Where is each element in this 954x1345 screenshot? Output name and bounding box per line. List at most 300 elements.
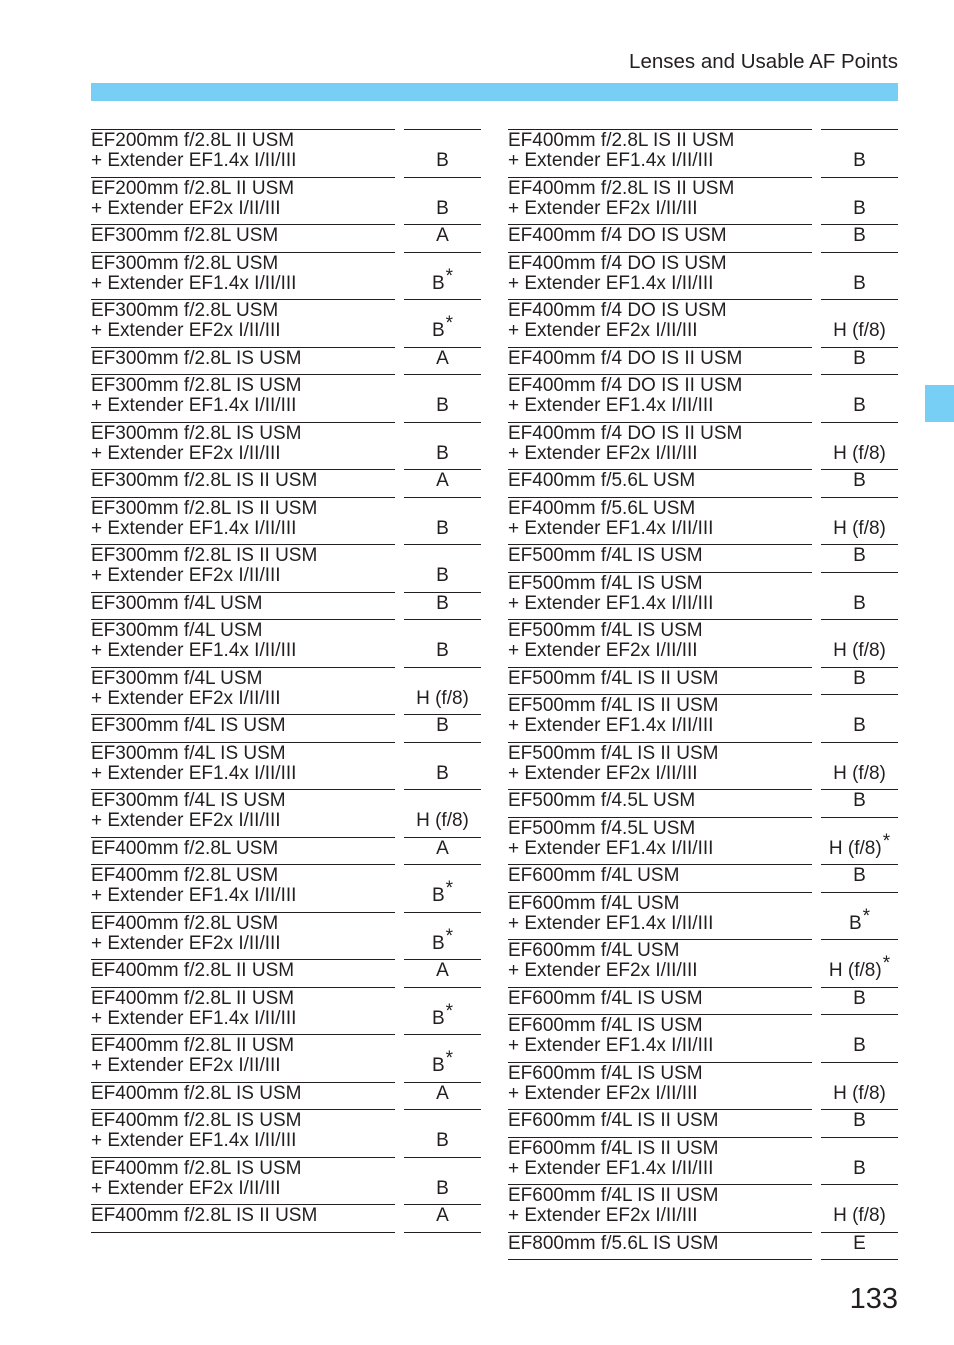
lens-cell — [91, 1205, 395, 1233]
af-point-value: B — [853, 545, 866, 566]
lens-cell — [91, 620, 395, 668]
lens-cell — [508, 573, 812, 621]
lens-cell — [508, 893, 812, 941]
af-point-value: B — [853, 865, 866, 886]
af-point-cell — [404, 960, 481, 988]
af-point-value: H (f/8) — [833, 517, 886, 539]
lens-cell — [91, 715, 395, 743]
table-row — [91, 348, 481, 376]
af-point-value: B — [853, 1157, 866, 1179]
table-row — [508, 940, 898, 988]
af-point-value: A — [436, 960, 449, 981]
lens-name: EF300mm f/2.8L IS II USM — [91, 545, 318, 566]
extender-name: + Extender EF2x I/II/III — [91, 810, 281, 831]
table-row — [508, 1063, 898, 1111]
lens-name: EF300mm f/2.8L USM — [91, 300, 279, 321]
af-point-value: H (f/8) — [833, 1082, 886, 1104]
af-point-value: A — [436, 470, 449, 491]
table-row — [508, 470, 898, 498]
footnote-asterisk: * — [882, 953, 891, 974]
af-point-cell — [821, 1233, 898, 1261]
lens-name: EF500mm f/4L IS USM — [508, 545, 703, 566]
table-row — [508, 1138, 898, 1186]
lens-name: EF600mm f/4L USM — [508, 940, 680, 961]
lens-cell — [91, 129, 395, 178]
af-point-cell — [404, 988, 481, 1036]
af-point-group — [833, 519, 886, 539]
lens-name: EF600mm f/4L IS II USM — [508, 1110, 719, 1131]
extender-name: + Extender EF2x I/II/III — [508, 1082, 698, 1104]
af-point-group — [431, 313, 454, 341]
af-point-value: B — [853, 395, 866, 416]
extender-name: + Extender EF2x I/II/III — [91, 442, 281, 464]
lens-cell — [508, 818, 812, 866]
af-point-group — [436, 566, 449, 586]
lens-name: EF500mm f/4L IS II USM — [508, 667, 719, 689]
extender-name: + Extender EF1.4x I/II/III — [508, 517, 714, 539]
table-row — [91, 470, 481, 498]
lens-name: EF400mm f/2.8L IS II USM — [91, 1205, 318, 1226]
af-point-cell — [821, 743, 898, 791]
table-row — [91, 1205, 481, 1233]
lens-cell — [508, 470, 812, 498]
af-point-group — [853, 594, 866, 614]
lens-name: EF400mm f/4 DO IS II USM — [508, 375, 743, 396]
lens-name: EF600mm f/4L IS II USM — [508, 1137, 719, 1159]
table-row — [508, 620, 898, 668]
af-point-group — [848, 905, 871, 934]
table-row — [91, 1110, 481, 1158]
af-point-value: H (f/8) — [416, 687, 469, 709]
lens-name: EF300mm f/4L IS USM — [91, 790, 286, 811]
lens-cell — [91, 1035, 395, 1083]
table-row — [508, 423, 898, 471]
af-point-group — [833, 444, 886, 464]
af-point-group — [853, 199, 866, 219]
af-point-group — [436, 199, 449, 219]
af-point-cell — [404, 498, 481, 546]
af-point-group — [436, 396, 449, 416]
extender-name: + Extender EF1.4x I/II/III — [91, 517, 297, 539]
af-point-group — [853, 791, 866, 811]
af-point-group — [828, 953, 891, 981]
lens-name: EF400mm f/4 DO IS II USM — [508, 422, 743, 444]
lens-name: EF300mm f/2.8L USM — [91, 252, 279, 274]
table-row — [91, 593, 481, 621]
lens-cell — [508, 545, 812, 573]
footnote-asterisk: * — [445, 878, 454, 899]
af-point-cell — [404, 1083, 481, 1111]
lens-name: EF400mm f/2.8L II USM — [91, 987, 295, 1009]
lens-name: EF300mm f/4L USM — [91, 620, 263, 641]
table-row — [508, 178, 898, 226]
lens-cell — [508, 790, 812, 818]
af-point-group — [853, 396, 866, 416]
lens-name: EF600mm f/4L USM — [508, 892, 680, 914]
extender-name: + Extender EF2x I/II/III — [508, 320, 698, 341]
af-point-value: B — [436, 762, 449, 784]
af-point-cell — [404, 668, 481, 716]
extender-name: + Extender EF1.4x I/II/III — [91, 1007, 297, 1029]
af-point-cell — [404, 1110, 481, 1158]
af-point-group — [431, 925, 454, 954]
table-row — [91, 225, 481, 253]
lens-cell — [91, 743, 395, 791]
af-point-value: A — [436, 1205, 449, 1226]
af-point-value: B — [853, 1110, 866, 1131]
af-point-group — [853, 226, 866, 246]
af-point-value: H (f/8) — [416, 810, 469, 831]
af-point-cell — [404, 253, 481, 301]
footnote-asterisk: * — [445, 265, 454, 287]
af-point-group — [416, 811, 469, 831]
af-point-cell — [404, 913, 481, 961]
lens-cell — [91, 253, 395, 301]
af-point-cell — [821, 423, 898, 471]
table-row — [508, 573, 898, 621]
table-row — [91, 913, 481, 961]
extender-name: + Extender EF1.4x I/II/III — [508, 592, 714, 614]
lens-name: EF500mm f/4.5L USM — [508, 817, 696, 839]
extender-name: + Extender EF2x I/II/III — [91, 197, 281, 219]
lens-cell — [508, 940, 812, 988]
lens-name: EF300mm f/2.8L IS USM — [91, 375, 302, 396]
lens-cell — [91, 498, 395, 546]
lens-cell — [91, 1110, 395, 1158]
table-row — [508, 253, 898, 301]
table-row — [91, 1035, 481, 1083]
af-point-value: H (f/8) — [833, 320, 886, 341]
af-point-value: B — [431, 1055, 445, 1076]
af-point-value: H (f/8) — [828, 837, 882, 859]
af-point-group — [416, 689, 469, 709]
table-row — [91, 960, 481, 988]
table-row — [508, 1185, 898, 1233]
lens-name: EF300mm f/4L USM — [91, 667, 263, 689]
extender-name: + Extender EF1.4x I/II/III — [91, 395, 297, 416]
lens-name: EF600mm f/4L IS II USM — [508, 1185, 719, 1206]
af-point-value: E — [853, 1232, 866, 1254]
af-point-cell — [404, 790, 481, 838]
lens-name: EF300mm f/4L IS USM — [91, 742, 286, 764]
table-row — [91, 1158, 481, 1206]
af-point-cell — [404, 129, 481, 178]
af-point-value: B — [853, 790, 866, 811]
lens-cell — [91, 1083, 395, 1111]
extender-name: + Extender EF1.4x I/II/III — [508, 1157, 714, 1179]
af-point-group — [853, 349, 866, 369]
lens-cell — [91, 375, 395, 423]
af-point-group — [431, 1000, 454, 1029]
af-point-cell — [404, 865, 481, 913]
lens-cell — [91, 838, 395, 866]
lens-cell — [508, 1015, 812, 1063]
af-point-value: A — [436, 1082, 449, 1104]
lens-name: EF500mm f/4L IS USM — [508, 620, 703, 641]
af-point-value: B — [431, 885, 445, 906]
lens-name: EF400mm f/5.6L USM — [508, 470, 696, 491]
af-point-cell — [821, 818, 898, 866]
af-point-value: B — [436, 640, 449, 661]
lens-af-table-left — [91, 129, 481, 1233]
table-row — [91, 743, 481, 791]
lens-cell — [91, 865, 395, 913]
af-point-group — [431, 878, 454, 906]
lens-cell — [508, 865, 812, 893]
lens-cell — [91, 593, 395, 621]
table-row — [508, 545, 898, 573]
lens-cell — [508, 300, 812, 348]
extender-name: + Extender EF1.4x I/II/III — [508, 150, 714, 171]
af-point-value: B — [431, 320, 445, 341]
table-row — [91, 668, 481, 716]
table-row — [91, 129, 481, 178]
lens-name: EF400mm f/2.8L USM — [91, 865, 279, 886]
lens-cell — [508, 178, 812, 226]
af-point-value: A — [436, 347, 449, 369]
af-point-value: B — [853, 272, 866, 294]
af-point-group — [436, 839, 449, 859]
table-row — [508, 668, 898, 696]
lens-cell — [508, 498, 812, 546]
af-point-value: A — [436, 225, 449, 246]
lens-name: EF400mm f/2.8L II USM — [91, 1035, 295, 1056]
af-point-cell — [404, 715, 481, 743]
extender-name: + Extender EF1.4x I/II/III — [91, 272, 297, 294]
af-point-value: B — [853, 347, 866, 369]
lens-cell — [91, 790, 395, 838]
af-point-group — [833, 321, 886, 341]
table-row — [91, 620, 481, 668]
af-point-value: B — [853, 667, 866, 689]
af-point-value: B — [436, 1177, 449, 1199]
lens-cell — [91, 225, 395, 253]
lens-name: EF400mm f/2.8L II USM — [91, 960, 295, 981]
extender-name: + Extender EF2x I/II/III — [508, 640, 698, 661]
lens-name: EF400mm f/4 DO IS USM — [508, 252, 727, 274]
footnote-asterisk: * — [445, 925, 454, 947]
af-point-cell — [821, 988, 898, 1016]
lens-cell — [91, 1158, 395, 1206]
lens-name: EF200mm f/2.8L II USM — [91, 177, 295, 199]
extender-name: + Extender EF1.4x I/II/III — [91, 1130, 297, 1151]
extender-name: + Extender EF1.4x I/II/III — [508, 837, 714, 859]
af-point-value: B — [436, 715, 449, 736]
af-point-value: H (f/8) — [833, 442, 886, 464]
lens-name: EF300mm f/2.8L IS II USM — [91, 470, 318, 491]
extender-name: + Extender EF2x I/II/III — [91, 687, 281, 709]
af-point-value: B — [848, 912, 862, 934]
lens-name: EF400mm f/5.6L USM — [508, 497, 696, 519]
table-row — [91, 545, 481, 593]
lens-name: EF200mm f/2.8L II USM — [91, 130, 295, 151]
af-point-value: B — [431, 932, 445, 954]
table-row — [508, 375, 898, 423]
af-point-cell — [404, 593, 481, 621]
extender-name: + Extender EF1.4x I/II/III — [91, 640, 297, 661]
af-point-cell — [821, 790, 898, 818]
footnote-asterisk: * — [882, 830, 891, 852]
af-point-group — [436, 594, 449, 614]
af-point-cell — [821, 1110, 898, 1138]
page-number: 133 — [849, 1283, 898, 1315]
af-point-value: B — [853, 197, 866, 219]
af-point-group — [833, 1206, 886, 1226]
extender-name: + Extender EF1.4x I/II/III — [508, 272, 714, 294]
lens-name: EF300mm f/2.8L IS USM — [91, 347, 302, 369]
lens-cell — [91, 668, 395, 716]
lens-name: EF400mm f/4 DO IS II USM — [508, 347, 743, 369]
table-row — [91, 178, 481, 226]
af-point-cell — [821, 668, 898, 696]
lens-name: EF400mm f/2.8L IS II USM — [508, 177, 735, 199]
af-point-cell — [821, 695, 898, 743]
table-row — [91, 375, 481, 423]
af-point-cell — [821, 300, 898, 348]
af-point-cell — [404, 1205, 481, 1233]
lens-name: EF600mm f/4L IS USM — [508, 1062, 703, 1084]
af-point-cell — [821, 545, 898, 573]
lens-cell — [508, 668, 812, 696]
af-point-cell — [404, 743, 481, 791]
extender-name: + Extender EF2x I/II/III — [91, 932, 281, 954]
extender-name: + Extender EF1.4x I/II/III — [508, 395, 714, 416]
table-row — [91, 300, 481, 348]
af-point-group — [853, 471, 866, 491]
extender-name: + Extender EF2x I/II/III — [91, 1055, 281, 1076]
af-point-group — [436, 1206, 449, 1226]
lens-cell — [508, 129, 812, 178]
af-point-group — [853, 866, 866, 886]
af-point-cell — [821, 1015, 898, 1063]
af-point-cell — [404, 178, 481, 226]
af-point-cell — [404, 423, 481, 471]
extender-name: + Extender EF2x I/II/III — [508, 442, 698, 464]
af-point-value: B — [853, 1035, 866, 1056]
extender-name: + Extender EF1.4x I/II/III — [91, 762, 297, 784]
af-point-cell — [404, 375, 481, 423]
lens-name: EF400mm f/4 DO IS USM — [508, 225, 727, 246]
af-point-cell — [404, 300, 481, 348]
extender-name: + Extender EF2x I/II/III — [508, 197, 698, 219]
lens-cell — [91, 988, 395, 1036]
af-point-group — [431, 265, 454, 294]
af-point-value: B — [853, 987, 866, 1009]
af-point-cell — [821, 348, 898, 376]
lens-name: EF300mm f/2.8L IS USM — [91, 422, 302, 444]
table-row — [508, 790, 898, 818]
af-point-group — [436, 471, 449, 491]
lens-cell — [508, 620, 812, 668]
lens-name: EF300mm f/4L USM — [91, 592, 263, 614]
af-point-value: B — [853, 225, 866, 246]
extender-name: + Extender EF2x I/II/III — [508, 1205, 698, 1226]
af-point-value: B — [436, 1130, 449, 1151]
lens-name: EF400mm f/2.8L IS II USM — [508, 130, 735, 151]
af-point-group — [853, 716, 866, 736]
af-point-group — [431, 1048, 454, 1076]
table-row — [508, 818, 898, 866]
lens-cell — [508, 1110, 812, 1138]
lens-name: EF500mm f/4.5L USM — [508, 790, 696, 811]
lens-cell — [91, 300, 395, 348]
af-point-group — [436, 519, 449, 539]
footnote-asterisk: * — [862, 905, 871, 927]
lens-name: EF600mm f/4L IS USM — [508, 987, 703, 1009]
lens-cell — [508, 988, 812, 1016]
af-point-cell — [821, 253, 898, 301]
table-row — [508, 1110, 898, 1138]
extender-name: + Extender EF1.4x I/II/III — [508, 1035, 714, 1056]
af-point-group — [833, 764, 886, 784]
lens-cell — [508, 253, 812, 301]
af-point-cell — [404, 1035, 481, 1083]
af-point-value: B — [436, 592, 449, 614]
table-row — [508, 348, 898, 376]
af-point-group — [853, 989, 866, 1009]
footnote-asterisk: * — [445, 313, 454, 334]
extender-name: + Extender EF2x I/II/III — [91, 565, 281, 586]
lens-name: EF300mm f/2.8L USM — [91, 225, 279, 246]
footnote-asterisk: * — [445, 1000, 454, 1022]
af-point-cell — [404, 838, 481, 866]
af-point-value: B — [436, 517, 449, 539]
lens-name: EF400mm f/4 DO IS USM — [508, 300, 727, 321]
lens-cell — [508, 225, 812, 253]
lens-name: EF300mm f/2.8L IS II USM — [91, 497, 318, 519]
af-point-value: B — [853, 592, 866, 614]
af-point-cell — [821, 865, 898, 893]
lens-name: EF400mm f/2.8L IS USM — [91, 1157, 302, 1179]
table-row — [91, 790, 481, 838]
lens-cell — [508, 1185, 812, 1233]
footnote-asterisk: * — [445, 1048, 454, 1069]
af-point-cell — [821, 940, 898, 988]
af-point-cell — [821, 375, 898, 423]
chapter-tab — [925, 385, 954, 422]
extender-name: + Extender EF2x I/II/III — [91, 1177, 281, 1199]
table-row — [508, 1015, 898, 1063]
af-point-value: H (f/8) — [833, 640, 886, 661]
table-row — [508, 1233, 898, 1261]
lens-cell — [91, 960, 395, 988]
table-row — [508, 498, 898, 546]
af-point-cell — [821, 620, 898, 668]
extender-name: + Extender EF2x I/II/III — [508, 762, 698, 784]
lens-cell — [91, 913, 395, 961]
table-row — [508, 988, 898, 1016]
af-point-group — [436, 764, 449, 784]
af-point-value: B — [853, 150, 866, 171]
extender-name: + Extender EF2x I/II/III — [91, 320, 281, 341]
table-row — [91, 838, 481, 866]
table-row — [508, 865, 898, 893]
lens-cell — [91, 423, 395, 471]
lens-name: EF500mm f/4L IS II USM — [508, 742, 719, 764]
af-point-value: B — [436, 197, 449, 219]
extender-name: + Extender EF1.4x I/II/III — [91, 150, 297, 171]
table-row — [91, 498, 481, 546]
table-row — [508, 743, 898, 791]
af-point-value: B — [436, 565, 449, 586]
lens-cell — [508, 375, 812, 423]
lens-cell — [508, 348, 812, 376]
af-point-cell — [404, 545, 481, 593]
lens-cell — [508, 423, 812, 471]
lens-name: EF400mm f/2.8L USM — [91, 912, 279, 934]
af-point-value: B — [853, 715, 866, 736]
lens-cell — [91, 348, 395, 376]
